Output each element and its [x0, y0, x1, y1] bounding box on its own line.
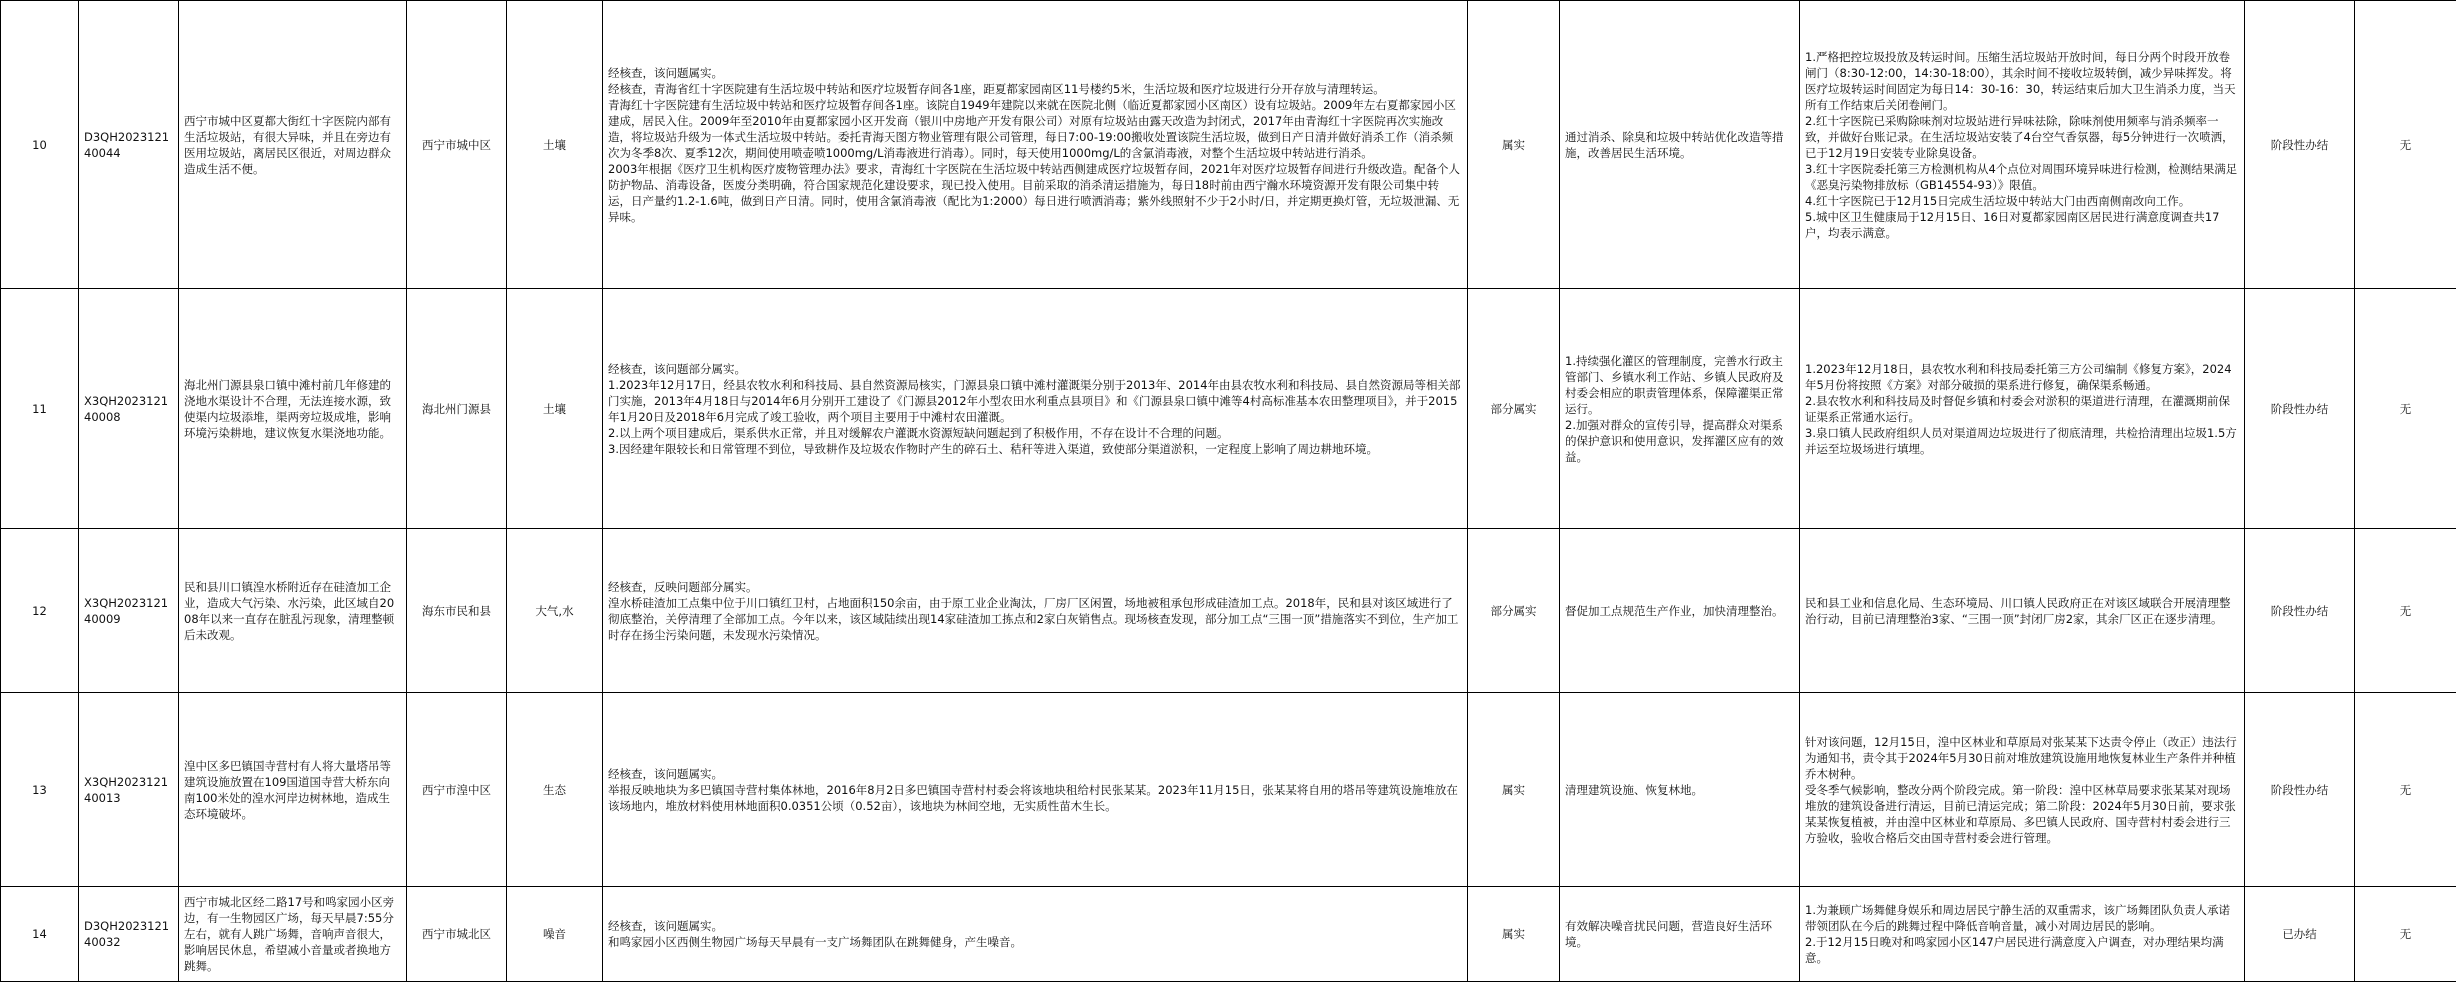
administrative-area-text: 海北州门源县	[422, 402, 491, 416]
verdict-text: 部分属实	[1491, 604, 1537, 618]
issue-description-text: 海北州门源县泉口镇中滩村前几年修建的浇地水渠设计不合理，无法连接水源，致使渠内垃圾添堆，渠两旁垃圾成堆，影响环境污染耕地，建议恢复水渠浇地功能。	[184, 378, 391, 440]
investigation-findings-line: 3.因经建年限较长和日常管理不到位，导致耕作及垃圾农作物时产生的碎石土、秸秆等进入渠道，致使部分渠道淤积，一定程度上影响了周边耕地环境。	[608, 441, 1462, 457]
table-row	[1, 887, 2456, 982]
table-row	[1, 1, 2456, 289]
completion-status-text: 阶段性办结	[2271, 604, 2329, 618]
issue-description-cell	[179, 289, 407, 529]
investigation-findings-line: 经核查，该问题属实。	[608, 766, 1462, 782]
accountability-text: 无	[2400, 927, 2412, 941]
investigation-findings-line: 举报反映地块为多巴镇国寺营村集体林地，2016年8月2日多巴镇国寺营村村委会将该地块租给村民张某某。2023年11月15日，张某某将自用的塔吊等建筑设施堆放在该场地内，堆放材料使用林地面积0.0351公顷（0.52亩），该地块为林间空地，无实质性苗木生长。	[608, 782, 1462, 814]
issue-description-cell	[179, 887, 407, 982]
administrative-area-cell	[407, 529, 507, 693]
rectification-measures-line: 清理建筑设施、恢复林地。	[1565, 782, 1794, 798]
case-id-text: X3QH202312140013	[84, 775, 168, 805]
accountability-cell	[2355, 693, 2456, 887]
case-id-cell	[79, 1, 179, 289]
completion-status-text: 阶段性办结	[2271, 138, 2329, 152]
table-body	[1, 1, 2456, 982]
completion-status-cell	[2245, 289, 2355, 529]
accountability-cell	[2355, 1, 2456, 289]
rectification-progress-line: 1.严格把控垃圾投放及转运时间。压缩生活垃圾站开放时间，每日分两个时段开放卷闸门（8:30-12:00，14:30-18:00），其余时间不接收垃圾转倒，减少异味挥发。将医疗垃圾转运时间固定为每日14：30-16：30，转运结束后加大卫生消杀力度，当天所有工作结束后关闭卷闸门。	[1805, 49, 2239, 113]
rectification-progress-line: 3.红十字医院委托第三方检测机构从4个点位对周围环境异味进行检测，检测结果满足《恶臭污染物排放标（GB14554-93）》限值。	[1805, 161, 2239, 193]
verdict-cell	[1468, 529, 1560, 693]
investigation-findings-line: 青海红十字医院建有生活垃圾中转站和医疗垃圾暂存间各1座。该院自1949年建院以来就在医院北侧（临近夏都家园小区南区）设有垃圾站。2009年左右夏都家园小区建成，居民入住。2009年至2010年由夏都家园小区开发商（银川中房地产开发有限公司）对原有垃圾站由露天改造为封闭式，2017年由青海红十字医院再次实施改造，将垃圾站升级为一体式生活垃圾中转站。委托青海天图方物业管理有限公司管理，每日7:00-19:00搬收处置该院生活垃圾，做到日产日清并做好消杀工作（消杀频次为冬季8次、夏季12次，期间使用喷壶喷1000mg/L消毒液进行消毒）。同时，每天使用1000mg/L的含氯消毒液，对整个生活垃圾中转站进行消杀。	[608, 97, 1462, 161]
case-id-text: D3QH202312140044	[84, 130, 169, 160]
completion-status-text: 已办结	[2282, 927, 2317, 941]
rectification-measures-cell	[1560, 693, 1800, 887]
verdict-cell	[1468, 289, 1560, 529]
administrative-area-text: 西宁市湟中区	[422, 783, 491, 797]
investigation-findings-cell	[603, 693, 1468, 887]
investigation-findings-line: 湟水桥硅渣加工点集中位于川口镇红卫村，占地面积150余亩，由于原工业企业淘汰，厂房厂区闲置，场地被租承包形成硅渣加工点。2018年，民和县对该区域进行了彻底整治，关停清理了全部加工点。今年以来，该区域陆续出现14家硅渣加工拣点和2家白灰销售点。现场核查发现，部分加工点“三围一顶”措施落实不到位，生产加工时存在扬尘污染问题，未发现水污染情况。	[608, 595, 1462, 643]
investigation-findings-cell	[603, 887, 1468, 982]
investigation-findings-cell	[603, 1, 1468, 289]
pollution-type-cell	[507, 289, 603, 529]
issue-description-text: 西宁市城中区夏都大街红十字医院内部有生活垃圾站，有很大异味，并且在旁边有医用垃圾站，离居民区很近，对周边群众造成生活不便。	[184, 114, 391, 176]
completion-status-cell	[2245, 693, 2355, 887]
row-number-cell	[1, 887, 79, 982]
rectification-progress-line: 2.县农牧水利和科技局及时督促乡镇和村委会对淤积的渠道进行清理，在灌溉期前保证渠系正常通水运行。	[1805, 393, 2239, 425]
pollution-type-text: 土壤	[543, 402, 566, 416]
row-number-text: 11	[32, 402, 47, 416]
rectification-progress-line: 受冬季气候影响，整改分两个阶段完成。第一阶段：湟中区林草局要求张某某对现场堆放的建筑设备进行清运，目前已清运完成；第二阶段：2024年5月30日前，要求张某某恢复植被，并由湟中区林业和草原局、多巴镇人民政府、国寺营村村委会进行三方验收，验收合格后交由国寺营村委会进行管理。	[1805, 782, 2239, 846]
case-id-text: D3QH202312140032	[84, 919, 169, 949]
pollution-type-text: 大气,水	[535, 604, 573, 618]
row-number-cell	[1, 1, 79, 289]
verdict-text: 部分属实	[1491, 402, 1537, 416]
administrative-area-cell	[407, 289, 507, 529]
case-id-cell	[79, 887, 179, 982]
row-number-text: 12	[32, 604, 47, 618]
row-number-text: 10	[32, 138, 47, 152]
rectification-progress-cell	[1800, 1, 2245, 289]
verdict-text: 属实	[1502, 927, 1525, 941]
investigation-findings-line: 2003年根据《医疗卫生机构医疗废物管理办法》要求，青海红十字医院在生活垃圾中转站西侧建成医疗垃圾暂存间，2021年对医疗垃圾暂存间进行升级改造。配备个人防护物品、消毒设备，医废分类明确，符合国家规范化建设要求，现已投入使用。目前采取的消杀清运措施为，每日18时前由西宁瀚水环境资源开发有限公司集中转运，日产量约1.2-1.6吨，做到日产日清。同时，使用含氯消毒液（配比为1:2000）每日进行喷洒消毒；紫外线照射不少于2小时/日，并定期更换灯管，无垃圾泄漏、无异味。	[608, 161, 1462, 225]
investigation-findings-line: 经核查，反映问题部分属实。	[608, 579, 1462, 595]
rectification-progress-line: 针对该问题，12月15日，湟中区林业和草原局对张某某下达责令停止（改正）违法行为通知书，责令其于2024年5月30日前对堆放建筑设施用地恢复林业生产条件并种植乔木树种。	[1805, 734, 2239, 782]
accountability-text: 无	[2400, 783, 2412, 797]
rectification-progress-line: 2.于12月15日晚对和鸣家园小区147户居民进行满意度入户调查，对办理结果均满意。	[1805, 934, 2239, 966]
investigation-findings-line: 经核查，该问题属实。	[608, 65, 1462, 81]
accountability-text: 无	[2400, 138, 2412, 152]
issue-description-text: 西宁市城北区经二路17号和鸣家园小区旁边，有一生物园区广场，每天早晨7:55分左右，就有人跳广场舞，音响声音很大，影响居民休息，希望减小音量或者换地方跳舞。	[184, 895, 394, 973]
completion-status-cell	[2245, 1, 2355, 289]
verdict-cell	[1468, 1, 1560, 289]
rectification-measures-line: 通过消杀、除臭和垃圾中转站优化改造等措施，改善居民生活环境。	[1565, 129, 1794, 161]
investigation-findings-cell	[603, 289, 1468, 529]
completion-status-text: 阶段性办结	[2271, 402, 2329, 416]
rectification-progress-cell	[1800, 887, 2245, 982]
table-row	[1, 289, 2456, 529]
row-number-text: 13	[32, 783, 47, 797]
accountability-text: 无	[2400, 402, 2412, 416]
case-id-cell	[79, 289, 179, 529]
issue-description-cell	[179, 1, 407, 289]
table-row	[1, 693, 2456, 887]
rectification-measures-cell	[1560, 289, 1800, 529]
administrative-area-text: 西宁市城北区	[422, 927, 491, 941]
administrative-area-cell	[407, 693, 507, 887]
rectification-measures-cell	[1560, 887, 1800, 982]
verdict-cell	[1468, 693, 1560, 887]
completion-status-cell	[2245, 887, 2355, 982]
investigation-findings-line: 经核查，青海省红十字医院建有生活垃圾中转站和医疗垃圾暂存间各1座，距夏都家园南区11号楼约5米，生活垃圾和医疗垃圾进行分开存放与清理转运。	[608, 81, 1462, 97]
rectification-measures-line: 有效解决噪音扰民问题，营造良好生活环境。	[1565, 918, 1794, 950]
verdict-cell	[1468, 887, 1560, 982]
pollution-type-cell	[507, 887, 603, 982]
accountability-cell	[2355, 887, 2456, 982]
rectification-progress-line: 4.红十字医院已于12月15日完成生活垃圾中转站大门由西南侧南改向工作。	[1805, 193, 2239, 209]
accountability-text: 无	[2400, 604, 2412, 618]
rectification-measures-cell	[1560, 1, 1800, 289]
pollution-type-text: 噪音	[543, 927, 566, 941]
case-id-cell	[79, 529, 179, 693]
case-id-cell	[79, 693, 179, 887]
investigation-findings-cell	[603, 529, 1468, 693]
investigation-findings-line: 2.以上两个项目建成后，渠系供水正常，并且对缓解农户灌溉水资源短缺问题起到了积极作用，不存在设计不合理的问题。	[608, 425, 1462, 441]
row-number-cell	[1, 529, 79, 693]
investigation-findings-line: 经核查，该问题属实。	[608, 918, 1462, 934]
verdict-text: 属实	[1502, 783, 1525, 797]
case-id-text: X3QH202312140009	[84, 596, 168, 626]
investigation-findings-line: 经核查，该问题部分属实。	[608, 361, 1462, 377]
rectification-progress-cell	[1800, 289, 2245, 529]
administrative-area-cell	[407, 887, 507, 982]
pollution-type-cell	[507, 529, 603, 693]
accountability-cell	[2355, 529, 2456, 693]
rectification-progress-line: 5.城中区卫生健康局于12月15日、16日对夏都家园南区居民进行满意度调查共17户，均表示满意。	[1805, 209, 2239, 241]
investigation-findings-line: 和鸣家园小区西侧生物园广场每天早晨有一支广场舞团队在跳舞健身，产生噪音。	[608, 934, 1462, 950]
row-number-cell	[1, 289, 79, 529]
table-row	[1, 529, 2456, 693]
rectification-measures-cell	[1560, 529, 1800, 693]
pollution-type-text: 土壤	[543, 138, 566, 152]
rectification-progress-line: 1.2023年12月18日，县农牧水利和科技局委托第三方公司编制《修复方案》，2024年5月份将按照《方案》对部分破损的渠系进行修复，确保渠系畅通。	[1805, 361, 2239, 393]
row-number-text: 14	[32, 927, 47, 941]
completion-status-text: 阶段性办结	[2271, 783, 2329, 797]
investigation-findings-line: 1.2023年12月17日，经县农牧水利和科技局、县自然资源局核实，门源县泉口镇中滩村灌溉渠分别于2013年、2014年由县农牧水利和科技局、县自然资源局等相关部门实施，2013年4月18日与2014年6月分别开工建设了《门源县2012年小型农田水利重点县项目》和《门源县泉口镇中滩等4村高标准基本农田整理项目》，并于2015年1月20日及2018年6月完成了竣工验收，两个项目主要用于中滩村农田灌溉。	[608, 377, 1462, 425]
administrative-area-text: 海东市民和县	[422, 604, 491, 618]
rectification-progress-line: 3.泉口镇人民政府组织人员对渠道周边垃圾进行了彻底清理，共检拾清理出垃圾1.5方并运至垃圾场进行填埋。	[1805, 425, 2239, 457]
pollution-type-cell	[507, 1, 603, 289]
row-number-cell	[1, 693, 79, 887]
rectification-progress-line: 1.为兼顾广场舞健身娱乐和周边居民宁静生活的双重需求，该广场舞团队负责人承诺带领团队在今后的跳舞过程中降低音响音量，减小对周边居民的影响。	[1805, 902, 2239, 934]
administrative-area-text: 西宁市城中区	[422, 138, 491, 152]
case-id-text: X3QH202312140008	[84, 394, 168, 424]
rectification-progress-line: 民和县工业和信息化局、生态环境局、川口镇人民政府正在对该区域联合开展清理整治行动，目前已清理整治3家、“三围一顶”封闭厂房2家，其余厂区正在逐步清理。	[1805, 595, 2239, 627]
accountability-cell	[2355, 289, 2456, 529]
pollution-type-cell	[507, 693, 603, 887]
rectification-progress-line: 2.红十字医院已采购除味剂对垃圾站进行异味祛除，除味剂使用频率与消杀频率一致，并做好台账记录。在生活垃圾站安装了4台空气香氛器，每5分钟进行一次喷洒，已于12月19日安装专业除臭设备。	[1805, 113, 2239, 161]
administrative-area-cell	[407, 1, 507, 289]
rectification-measures-line: 督促加工点规范生产作业，加快清理整治。	[1565, 603, 1794, 619]
rectification-progress-cell	[1800, 529, 2245, 693]
pollution-type-text: 生态	[543, 783, 566, 797]
issue-description-text: 民和县川口镇湟水桥附近存在硅渣加工企业，造成大气污染、水污染，此区域自2008年以来一直存在脏乱污现象，清理整顿后未改观。	[184, 580, 394, 642]
issue-description-text: 湟中区多巴镇国寺营村有人将大量塔吊等建筑设施放置在109国道国寺营大桥东向南100米处的湟水河岸边树林地，造成生态环境破坏。	[184, 759, 391, 821]
issue-description-cell	[179, 529, 407, 693]
issue-description-cell	[179, 693, 407, 887]
verdict-text: 属实	[1502, 138, 1525, 152]
rectification-measures-line: 2.加强对群众的宣传引导，提高群众对渠系的保护意识和使用意识，发挥灌区应有的效益。	[1565, 417, 1794, 465]
completion-status-cell	[2245, 529, 2355, 693]
rectification-progress-cell	[1800, 693, 2245, 887]
rectification-measures-line: 1.持续强化灌区的管理制度，完善水行政主管部门、乡镇水利工作站、乡镇人民政府及村委会相应的职责管理体系，保障灌渠正常运行。	[1565, 353, 1794, 417]
